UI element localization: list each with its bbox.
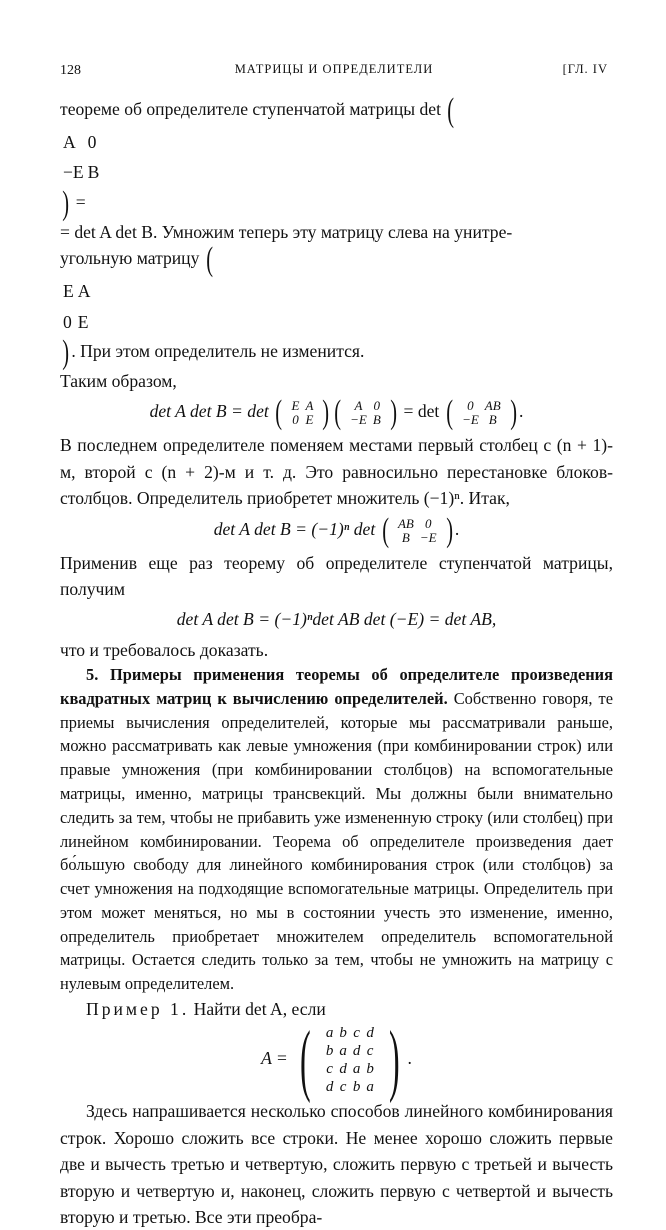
- cell: c: [353, 1025, 360, 1042]
- paragraph-1-line-2: = det A det B. Умножим теперь эту матрицу слева на унитре-: [60, 221, 513, 242]
- cell: d: [339, 1061, 347, 1078]
- cell: b: [352, 1079, 361, 1096]
- paragraph-6: Здесь напрашивается несколько способов линейного комбинирования строк. Хорошо сложить все строки. Не менее хорошо сложить первые две и вычесть третью и четвертую, сложить первую с третьей и вычесть вторую и четвертую и, наконец, сложить первую с четвертой и вычесть вторую и третью. Все эти преобра-: [60, 1101, 613, 1227]
- cell: −E: [63, 162, 84, 183]
- formula-text: .: [519, 401, 524, 422]
- cell: B: [87, 162, 100, 183]
- cell: b: [325, 1043, 334, 1060]
- cell: E: [291, 398, 300, 414]
- cell: 0: [292, 412, 299, 428]
- cell: A: [305, 398, 314, 414]
- matrix-0abeb: [455, 399, 508, 427]
- formula-2: [60, 511, 613, 549]
- text-run: . При этом определитель не изменится.: [71, 341, 365, 361]
- right-paren: ): [62, 333, 70, 371]
- right-paren: ): [445, 511, 453, 549]
- cell: a: [366, 1079, 374, 1096]
- matrix-ea0e-2: [285, 399, 321, 427]
- cell: A: [77, 281, 91, 302]
- cell: −E: [462, 412, 479, 428]
- running-title: МАТРИЦЫ И ОПРЕДЕЛИТЕЛИ: [234, 62, 434, 76]
- left-paren: (: [334, 394, 341, 432]
- cell: a: [339, 1043, 347, 1060]
- page-body: [60, 92, 613, 1230]
- matrix-4x4: [319, 1024, 381, 1096]
- cell: d: [366, 1025, 374, 1042]
- chapter-marker: [ГЛ. IV: [562, 62, 608, 76]
- section-heading: 5. Примеры применения теоремы об определителе произведения квадратных матриц к вычислению определителей.: [60, 665, 613, 708]
- text-run: теореме об определителе ступенчатой матрицы det: [60, 99, 441, 120]
- formula-text: det A det B = det: [149, 401, 269, 422]
- formula-text: = det: [403, 401, 440, 422]
- matrix-a0eb-2: [343, 399, 388, 427]
- cell: E: [305, 412, 314, 428]
- left-paren: (: [300, 1016, 311, 1105]
- cell: c: [339, 1079, 347, 1096]
- right-paren: ): [322, 394, 330, 432]
- formula-3: det A det B = (−1)ⁿdet AB det (−E) = det AB,: [176, 609, 497, 630]
- formula-text: .: [407, 1048, 412, 1069]
- cell: d: [325, 1079, 334, 1096]
- cell: AB: [484, 398, 501, 414]
- section-5: [60, 663, 613, 996]
- right-paren: ): [388, 1016, 400, 1105]
- formula-text: A =: [261, 1048, 288, 1069]
- cell: 0: [467, 398, 474, 414]
- right-paren: ): [390, 394, 397, 432]
- matrix-ab0be: [391, 517, 444, 545]
- cell: c: [326, 1061, 333, 1078]
- left-paren: (: [381, 511, 389, 549]
- cell: B: [401, 529, 410, 545]
- formula-text: det A det B = (−1)ⁿ det: [213, 518, 376, 539]
- paragraph-4: что и требовалось доказать.: [60, 639, 269, 660]
- text-run: =: [75, 191, 86, 212]
- left-paren: (: [446, 394, 453, 432]
- paragraph-1-line-4: Таким образом,: [60, 370, 177, 391]
- text-run: угольную матрицу: [60, 248, 200, 269]
- left-paren: (: [447, 92, 455, 129]
- cell: 0: [87, 132, 97, 152]
- cell: A: [354, 398, 363, 414]
- right-paren: ): [509, 394, 517, 432]
- section-text: Собственно говоря, те приемы вычисления определителей, которые мы рассматривали раньше, можно рассматривать как левые умножения (при комбинировании строк) или правые умножения (при комбинировании столбцов) на вспомогательные матрицы, именно, матрицы трансвекций. Мы должны были внимательно следить за тем, чтобы не прибавить уже измененную строку (или столбец) при линейном комбинировании. Теорема об определителе произведения дает бо́льшую свободу для линейного комбинирования строк (или столбцов) за счет умножения на подходящие вспомогательные матрицы. Определитель при этом может меняться, но мы в состоянии учесть это изменение, именно, определитель приобретает множителем определитель вспомогательной матрицы. Остается следить только за тем, чтобы не умножить на матрицу с нулевым определителем.: [60, 688, 613, 994]
- right-paren: ): [62, 184, 70, 222]
- page-number: 128: [60, 63, 81, 78]
- paragraph-1: [60, 92, 613, 129]
- cell: 0: [424, 515, 432, 531]
- cell: b: [366, 1061, 374, 1078]
- cell: −E: [419, 529, 437, 545]
- cell: c: [366, 1043, 374, 1060]
- paragraph-2: В последнем определителе поменяем местами первый столбец с (n + 1)-м, второй с (n + 2)-м и т. д. Это равносильно перестановке блоков-столбцов. Определитель приобретет множитель (−1)ⁿ. Итак,: [60, 435, 613, 509]
- left-paren: (: [206, 241, 213, 279]
- cell: d: [352, 1043, 361, 1060]
- cell: b: [339, 1025, 347, 1042]
- cell: 0: [63, 311, 72, 332]
- formula-text: .: [454, 518, 460, 539]
- example-label: Пример 1.: [86, 999, 190, 1020]
- example-text: Найти det A, если: [193, 999, 326, 1020]
- cell: −E: [350, 412, 367, 428]
- paragraph-3: Применив еще раз теорему об определителе ступенчатой матрицы, получим: [60, 552, 613, 599]
- cell: a: [352, 1061, 361, 1078]
- cell: E: [63, 281, 74, 302]
- left-paren: (: [275, 394, 283, 432]
- cell: a: [325, 1025, 334, 1042]
- cell: A: [63, 132, 76, 152]
- formula-1: [60, 394, 613, 432]
- cell: B: [372, 412, 381, 428]
- cell: AB: [397, 515, 414, 531]
- formula-matrix-4: [60, 1016, 613, 1105]
- cell: E: [77, 311, 89, 332]
- cell: B: [488, 412, 497, 428]
- paragraph-1-line-3: [60, 241, 613, 279]
- cell: 0: [373, 398, 381, 414]
